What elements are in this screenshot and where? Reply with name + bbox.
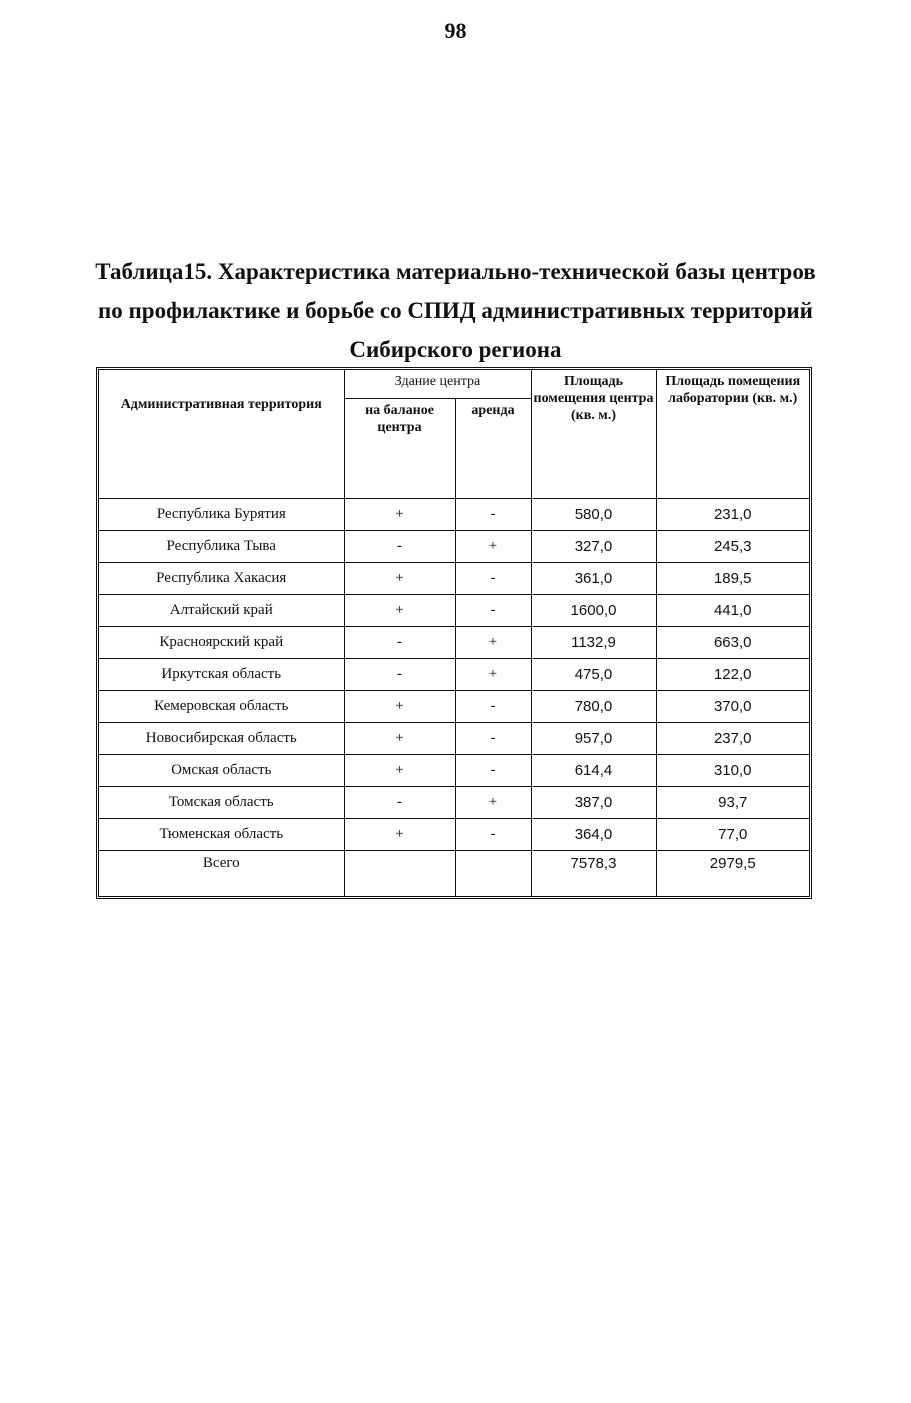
cell-balance: + (344, 818, 455, 850)
cell-lab-area: 122,0 (656, 658, 809, 690)
table-frame (96, 367, 812, 899)
cell-territory: Кемеровская область (99, 690, 344, 722)
cell-center-area: 580,0 (531, 498, 656, 530)
cell-lab-area: 370,0 (656, 690, 809, 722)
cell-rent: - (455, 562, 531, 594)
cell-rent (455, 850, 531, 896)
cell-center-area: 957,0 (531, 722, 656, 754)
header-balance: на баланое центра (344, 398, 455, 498)
cell-territory: Алтайский край (99, 594, 344, 626)
table-row (99, 722, 809, 754)
cell-rent: + (455, 786, 531, 818)
table-row (99, 818, 809, 850)
page-number: 98 (444, 18, 467, 43)
header-lab-area: Площадь помещения лаборатории (кв. м.) (656, 370, 809, 498)
cell-center-area: 1132,9 (531, 626, 656, 658)
table-row (99, 562, 809, 594)
cell-rent: + (455, 626, 531, 658)
cell-center-area: 7578,3 (531, 850, 656, 896)
cell-territory: Красноярский край (99, 626, 344, 658)
table-row (99, 594, 809, 626)
cell-rent: - (455, 498, 531, 530)
header-center-area: Площадь помещения центра (кв. м.) (531, 370, 656, 498)
cell-center-area: 1600,0 (531, 594, 656, 626)
cell-balance: + (344, 722, 455, 754)
cell-lab-area: 237,0 (656, 722, 809, 754)
cell-rent: + (455, 530, 531, 562)
table-row (99, 658, 809, 690)
table-row (99, 498, 809, 530)
cell-territory: Республика Тыва (99, 530, 344, 562)
table-body (99, 498, 809, 896)
table-row (99, 786, 809, 818)
cell-rent: - (455, 594, 531, 626)
cell-territory: Всего (99, 850, 344, 896)
cell-territory: Иркутская область (99, 658, 344, 690)
cell-center-area: 387,0 (531, 786, 656, 818)
cell-balance: - (344, 786, 455, 818)
cell-territory: Республика Хакасия (99, 562, 344, 594)
cell-rent: + (455, 658, 531, 690)
cell-balance: + (344, 498, 455, 530)
cell-lab-area: 245,3 (656, 530, 809, 562)
header-territory: Административная территория (99, 370, 344, 498)
caption-line-3: Сибирского региона (349, 337, 562, 362)
cell-rent: - (455, 754, 531, 786)
cell-lab-area: 231,0 (656, 498, 809, 530)
cell-territory: Томская область (99, 786, 344, 818)
cell-territory: Омская область (99, 754, 344, 786)
cell-lab-area: 2979,5 (656, 850, 809, 896)
cell-rent: - (455, 690, 531, 722)
cell-balance: + (344, 754, 455, 786)
cell-center-area: 361,0 (531, 562, 656, 594)
cell-lab-area: 441,0 (656, 594, 809, 626)
cell-rent: - (455, 818, 531, 850)
cell-balance (344, 850, 455, 896)
cell-lab-area: 189,5 (656, 562, 809, 594)
header-building: Здание центра (344, 370, 531, 398)
cell-lab-area: 93,7 (656, 786, 809, 818)
cell-lab-area: 310,0 (656, 754, 809, 786)
cell-center-area: 364,0 (531, 818, 656, 850)
cell-balance: - (344, 626, 455, 658)
caption-line-1: Таблица15. Характеристика материально-технической базы центров (95, 259, 816, 284)
cell-center-area: 780,0 (531, 690, 656, 722)
table-row (99, 690, 809, 722)
header-rent: аренда (455, 398, 531, 498)
cell-territory: Новосибирская область (99, 722, 344, 754)
table-row (99, 530, 809, 562)
cell-center-area: 475,0 (531, 658, 656, 690)
cell-balance: + (344, 594, 455, 626)
cell-territory: Тюменская область (99, 818, 344, 850)
cell-balance: + (344, 690, 455, 722)
table-row (99, 754, 809, 786)
cell-lab-area: 663,0 (656, 626, 809, 658)
cell-center-area: 327,0 (531, 530, 656, 562)
cell-territory: Республика Бурятия (99, 498, 344, 530)
caption-line-2: по профилактике и борьбе со СПИД административных территорий (98, 298, 813, 323)
cell-balance: - (344, 658, 455, 690)
data-table (99, 370, 809, 896)
table-row (99, 626, 809, 658)
table-row-total (99, 850, 809, 896)
cell-rent: - (455, 722, 531, 754)
cell-balance: - (344, 530, 455, 562)
cell-center-area: 614,4 (531, 754, 656, 786)
cell-lab-area: 77,0 (656, 818, 809, 850)
cell-balance: + (344, 562, 455, 594)
table-caption (60, 252, 851, 369)
